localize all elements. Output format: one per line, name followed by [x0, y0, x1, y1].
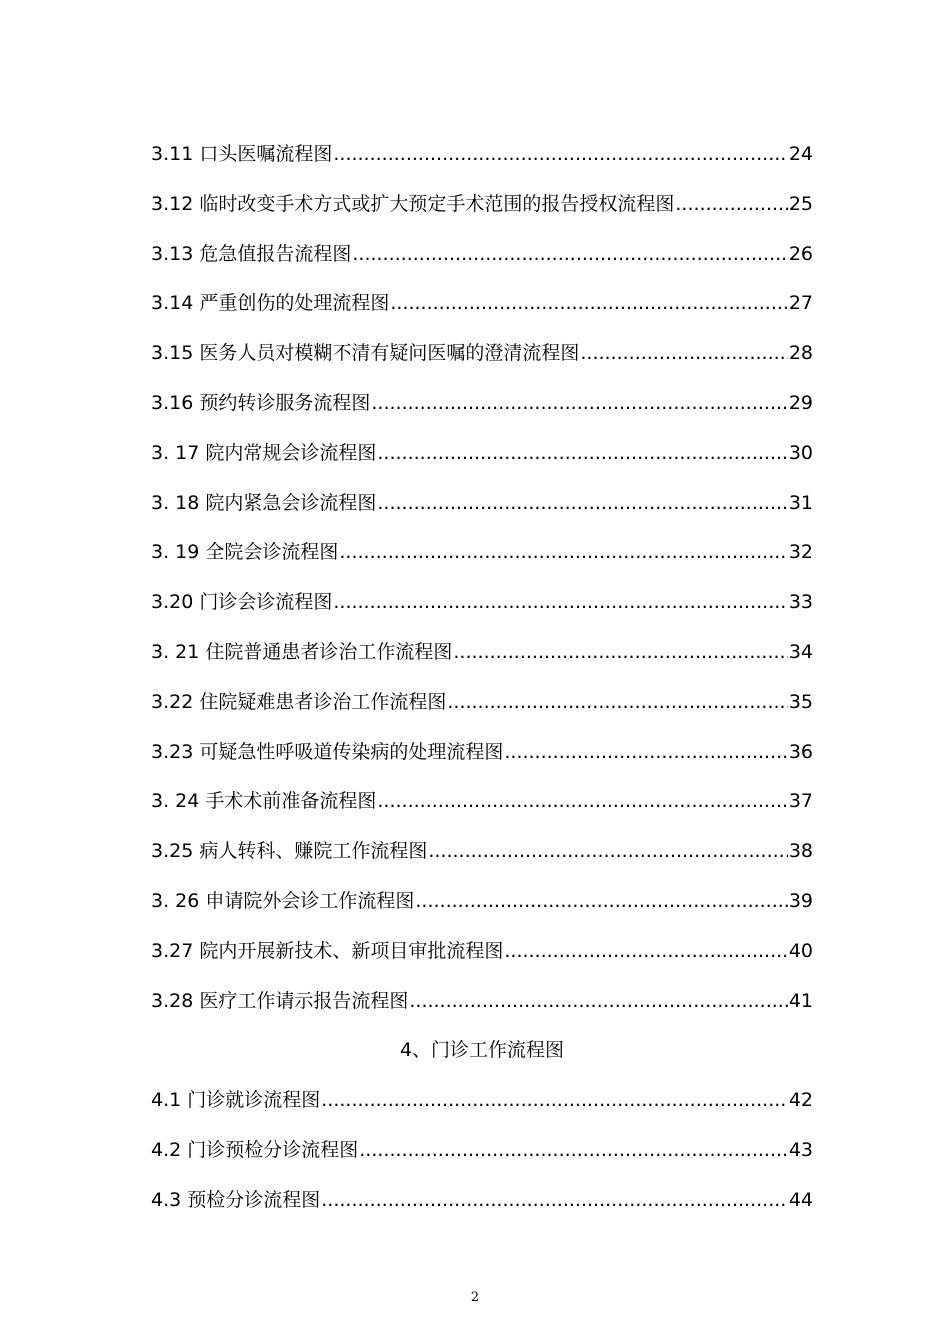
toc-entry-page: 38 — [788, 840, 813, 863]
toc-entry[interactable] — [151, 329, 813, 379]
toc-entry-page: 27 — [788, 292, 813, 315]
toc-leader-dots — [321, 1176, 788, 1226]
toc-leader-dots — [675, 180, 787, 230]
toc-entry-page: 41 — [788, 989, 813, 1012]
toc-leader-dots — [390, 279, 787, 329]
toc-entry-page: 36 — [788, 740, 813, 763]
toc-entry[interactable] — [151, 1076, 813, 1126]
toc-entry-page: 26 — [788, 242, 813, 265]
toc-entry[interactable] — [151, 379, 813, 429]
toc-entry-title: 3.25 病人转科、赚院工作流程图 — [151, 840, 428, 863]
toc-entry-title: 3.11 口头医嘱流程图 — [151, 143, 333, 165]
toc-entry-title: 3. 17 院内常规会诊流程图 — [151, 441, 377, 464]
toc-entry[interactable] — [151, 1126, 813, 1176]
toc-entry[interactable] — [151, 578, 813, 628]
toc-leader-dots — [504, 927, 787, 977]
toc-entry[interactable] — [151, 728, 813, 778]
toc-entry-title: 3.12 临时改变手术方式或扩大预定手术范围的报告授权流程图 — [151, 192, 675, 215]
toc-entry[interactable] — [151, 279, 813, 329]
toc-entry[interactable] — [151, 927, 813, 977]
toc-leader-dots — [333, 578, 787, 628]
toc-entry-title: 3.15 医务人员对模糊不清有疑问医嘱的澄清流程图 — [151, 342, 580, 365]
toc-entry[interactable] — [151, 977, 813, 1027]
toc-leader-dots — [415, 877, 787, 927]
toc-entry[interactable] — [151, 827, 813, 877]
toc-entry-page: 42 — [788, 1089, 813, 1112]
toc-entry-page: 32 — [788, 541, 813, 564]
toc-leader-dots — [580, 329, 787, 379]
toc-leader-dots — [321, 1076, 788, 1126]
toc-entry-page: 43 — [788, 1138, 813, 1161]
toc-group-3 — [151, 130, 813, 1026]
toc-entry-page: 44 — [788, 1188, 813, 1211]
toc-leader-dots — [409, 977, 787, 1027]
toc-leader-dots — [377, 777, 787, 827]
toc-leader-dots — [428, 827, 787, 877]
toc-entry-title: 3. 19 全院会诊流程图 — [151, 541, 339, 564]
toc-leader-dots — [371, 379, 787, 429]
toc-entry[interactable] — [151, 429, 813, 479]
toc-entry-page: 37 — [788, 790, 813, 813]
toc-entry-title: 3.27 院内开展新技术、新项目审批流程图 — [151, 939, 504, 962]
toc-entry[interactable] — [151, 777, 813, 827]
toc-entry[interactable] — [151, 678, 813, 728]
toc-leader-dots — [377, 479, 787, 529]
toc-entry-page: 25 — [788, 192, 813, 215]
toc-entry-title: 3.13 危急值报告流程图 — [151, 242, 352, 265]
toc-entry-page: 40 — [788, 939, 813, 962]
toc-entry[interactable] — [151, 479, 813, 529]
toc-entry-page: 39 — [788, 889, 813, 912]
toc-entry[interactable] — [151, 230, 813, 280]
toc-entry[interactable] — [151, 528, 813, 578]
toc-entry-page: 29 — [788, 391, 813, 414]
toc-entry[interactable] — [151, 180, 813, 230]
toc-leader-dots — [447, 678, 787, 728]
toc-entry-title: 3.14 严重创伤的处理流程图 — [151, 292, 390, 315]
toc-entry-page: 31 — [788, 491, 813, 514]
toc-entry-title: 3.28 医疗工作请示报告流程图 — [151, 989, 409, 1012]
table-of-contents — [151, 130, 813, 1226]
toc-entry-title: 3.16 预约转诊服务流程图 — [151, 391, 371, 414]
toc-entry-title: 4.2 门诊预检分诊流程图 — [151, 1138, 359, 1161]
toc-entry-title: 3. 24 手术术前准备流程图 — [151, 790, 377, 813]
toc-entry[interactable] — [151, 877, 813, 927]
toc-leader-dots — [504, 728, 787, 778]
toc-entry-page: 30 — [788, 441, 813, 464]
toc-entry-page: 24 — [788, 143, 813, 165]
toc-entry-title: 3.22 住院疑难患者诊治工作流程图 — [151, 690, 447, 713]
toc-leader-dots — [359, 1126, 788, 1176]
toc-leader-dots — [377, 429, 787, 479]
toc-entry[interactable] — [151, 628, 813, 678]
toc-entry[interactable] — [151, 130, 813, 180]
toc-entry-title: 3. 26 申请院外会诊工作流程图 — [151, 889, 415, 912]
toc-entry[interactable] — [151, 1176, 813, 1226]
toc-entry-page: 35 — [788, 690, 813, 713]
toc-entry-title: 3.23 可疑急性呼吸道传染病的处理流程图 — [151, 740, 504, 763]
toc-entry-title: 3. 18 院内紧急会诊流程图 — [151, 491, 377, 514]
toc-entry-title: 3. 21 住院普通患者诊治工作流程图 — [151, 640, 453, 663]
page-number: 2 — [470, 1290, 480, 1305]
toc-entry-page: 28 — [788, 342, 813, 365]
toc-entry-page: 33 — [788, 591, 813, 614]
toc-leader-dots — [339, 528, 787, 578]
toc-entry-page: 34 — [788, 640, 813, 663]
toc-section-heading: 4、门诊工作流程图 — [399, 1039, 565, 1062]
toc-leader-dots — [352, 230, 787, 280]
toc-group-4 — [151, 1076, 813, 1225]
toc-entry-title: 4.1 门诊就诊流程图 — [151, 1089, 321, 1112]
toc-entry-title: 4.3 预检分诊流程图 — [151, 1188, 321, 1211]
toc-leader-dots — [333, 130, 787, 180]
toc-leader-dots — [453, 628, 787, 678]
toc-entry-title: 3.20 门诊会诊流程图 — [151, 591, 333, 614]
